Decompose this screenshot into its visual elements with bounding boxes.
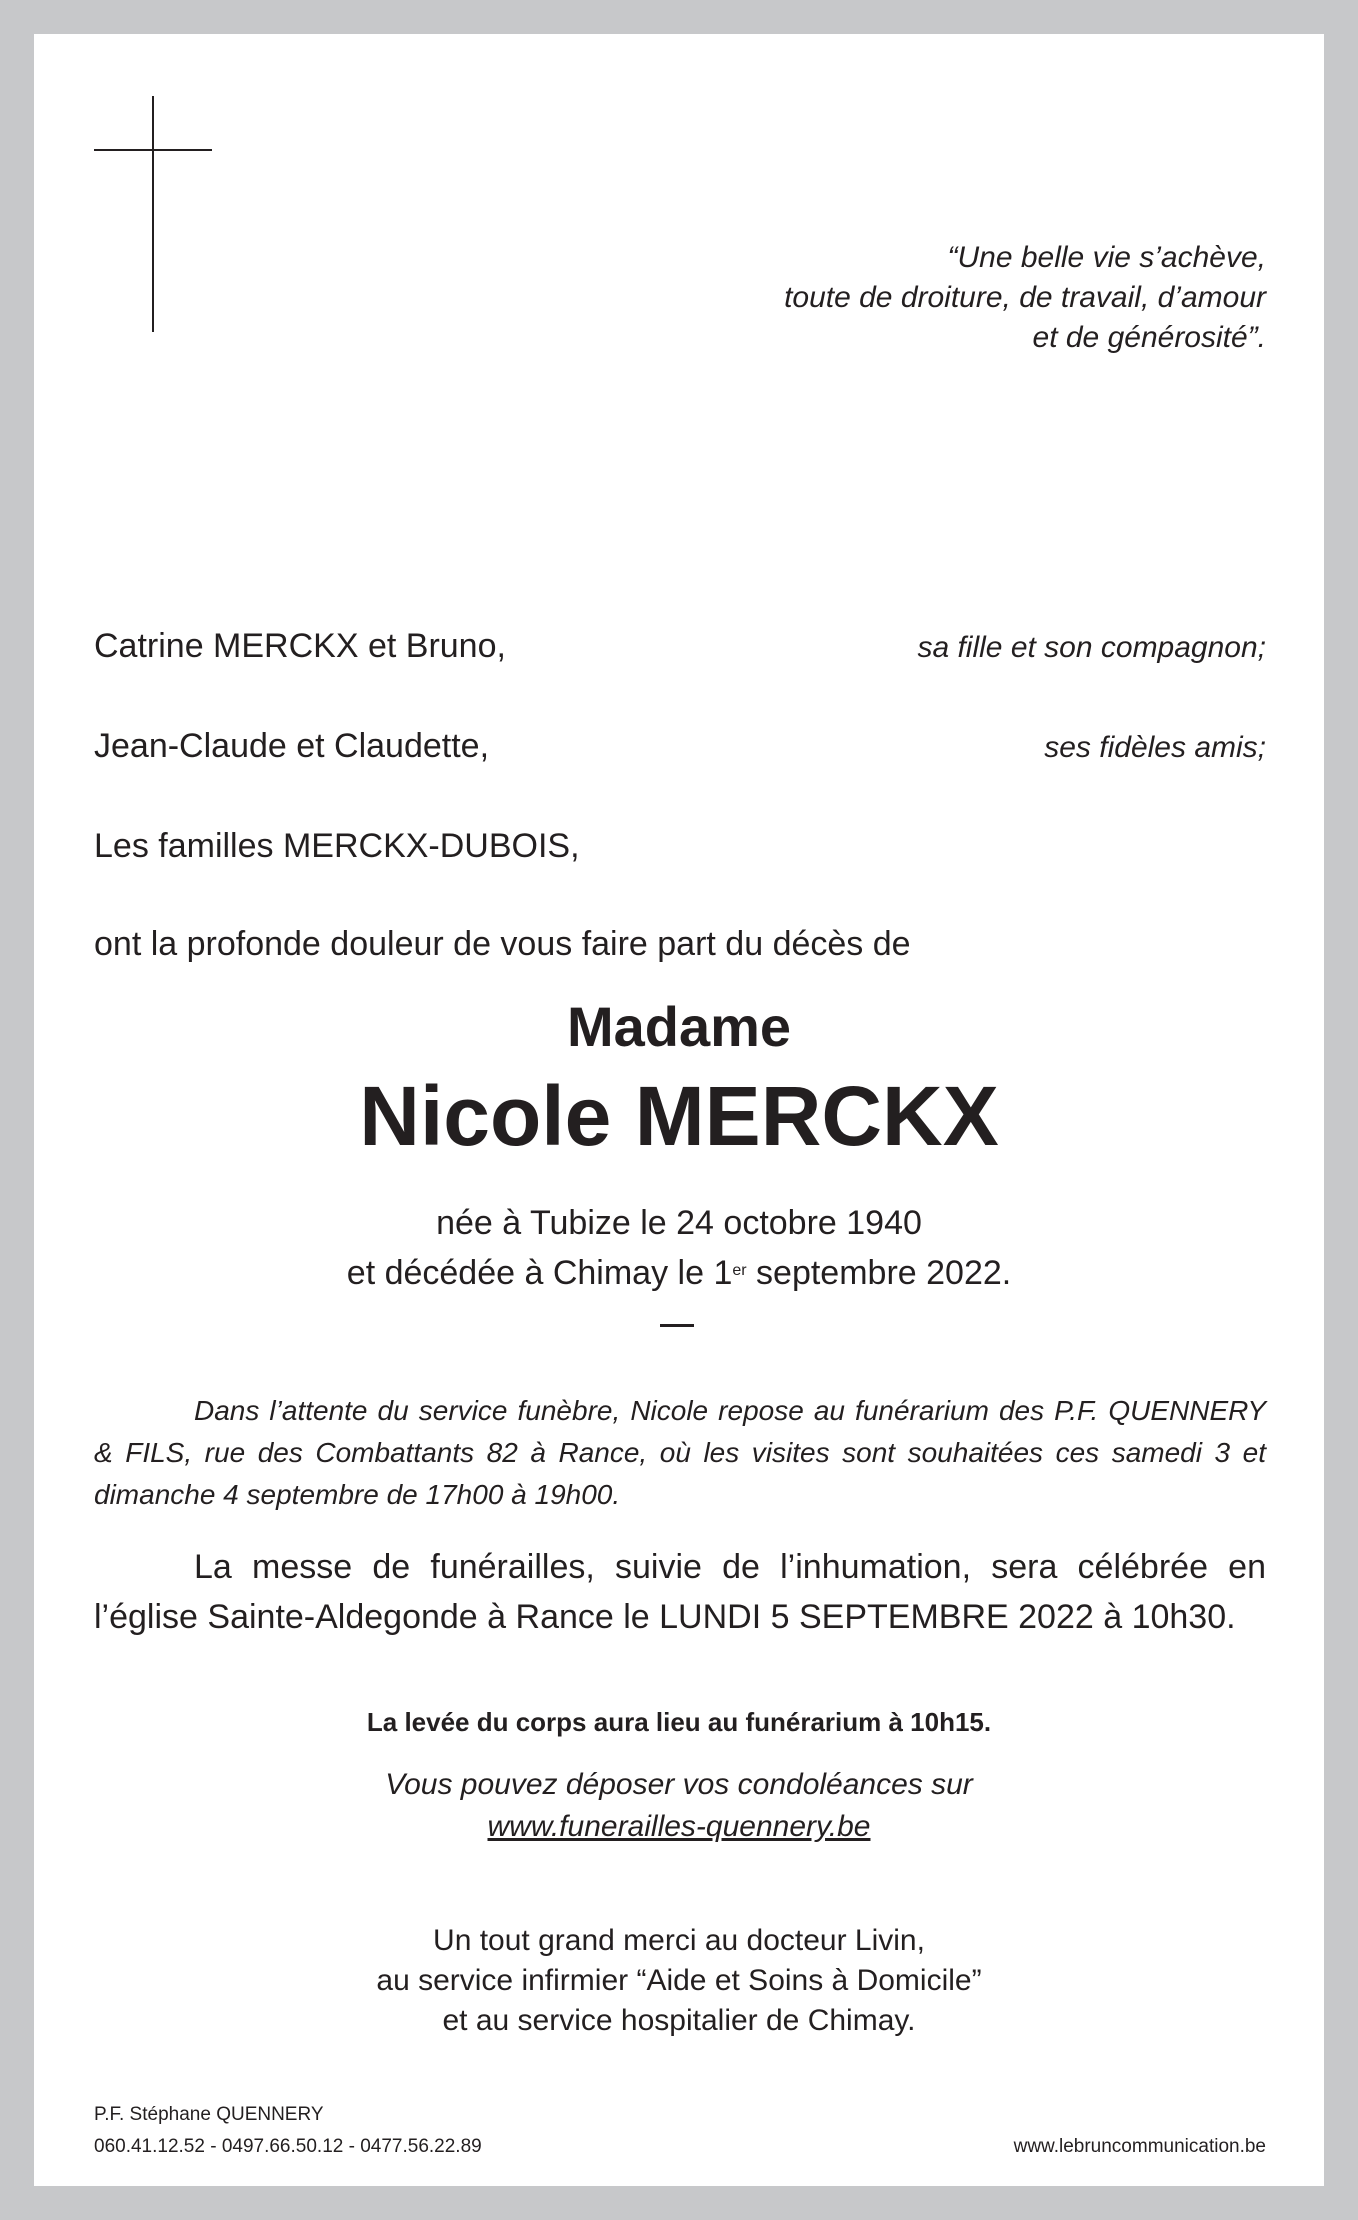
separator-dash — [660, 1324, 694, 1327]
quote-line: toute de droiture, de travail, d’amour — [784, 281, 1266, 314]
thanks-line: Un tout grand merci au docteur Livin, — [433, 1924, 925, 1957]
deceased-dates — [34, 1198, 1324, 1298]
funeral-mass-paragraph: La messe de funérailles, suivie de l’inhumation, sera célébrée en l’église Sainte-Aldegonde à Rance le LUNDI 5 SEPTEMBRE 2022 à 10h30. — [94, 1548, 1266, 1636]
funeral-home-phones: 060.41.12.52 - 0497.66.50.12 - 0477.56.22.89 — [94, 2136, 482, 2157]
quote-line: “Une belle vie s’achève, — [947, 241, 1266, 274]
birth-line: née à Tubize le 24 octobre 1940 — [436, 1204, 922, 1242]
death-suffix: septembre 2022. — [746, 1254, 1012, 1292]
family-role: ses fidèles amis; — [1044, 731, 1266, 764]
thanks-line: au service infirmier “Aide et Soins à Domicile” — [376, 1964, 982, 1997]
death-line — [34, 1248, 1324, 1298]
family-name: Catrine MERCKX et Bruno, — [94, 627, 506, 665]
thanks-line: et au service hospitalier de Chimay. — [442, 2004, 916, 2037]
obituary-sheet — [34, 34, 1324, 2186]
thanks-block — [34, 1921, 1324, 2041]
deceased-name: Nicole MERCKX — [359, 1069, 999, 1163]
deceased-title: Madame — [566, 995, 792, 1058]
death-prefix: et décédée à Chimay le 1 — [346, 1254, 733, 1292]
publisher-website[interactable]: www.lebruncommunication.be — [1013, 2136, 1266, 2157]
death-ordinal: er — [732, 1262, 747, 1279]
cross-horizontal-bar — [94, 149, 212, 151]
levee-notice: La levée du corps aura lieu au funérarium à 10h15. — [366, 1707, 992, 1737]
condolences-link[interactable]: www.funerailles-quennery.be — [487, 1810, 871, 1843]
family-name: Les familles MERCKX-DUBOIS, — [94, 827, 580, 865]
quote-line: et de générosité”. — [1032, 321, 1266, 354]
condolences-text: Vous pouvez déposer vos condoléances sur — [385, 1768, 973, 1801]
cross-vertical-bar — [152, 96, 154, 332]
epitaph-quote — [566, 238, 1266, 358]
announcement-intro: ont la profonde douleur de vous faire part du décès de — [94, 925, 911, 963]
family-role: sa fille et son compagnon; — [917, 631, 1266, 664]
funeral-home-name: P.F. Stéphane QUENNERY — [94, 2104, 324, 2125]
funeral-home-info — [94, 2099, 482, 2163]
family-name: Jean-Claude et Claudette, — [94, 727, 490, 765]
condolences-block — [34, 1764, 1324, 1848]
visitation-paragraph: Dans l’attente du service funèbre, Nicole repose au funérarium des P.F. QUENNERY & FILS, rue des Combattants 82 à Rance, où les visites sont souhaitées ces samedi 3 et dimanche 4 septembre de 17h00 à 19h00. — [94, 1395, 1266, 1510]
